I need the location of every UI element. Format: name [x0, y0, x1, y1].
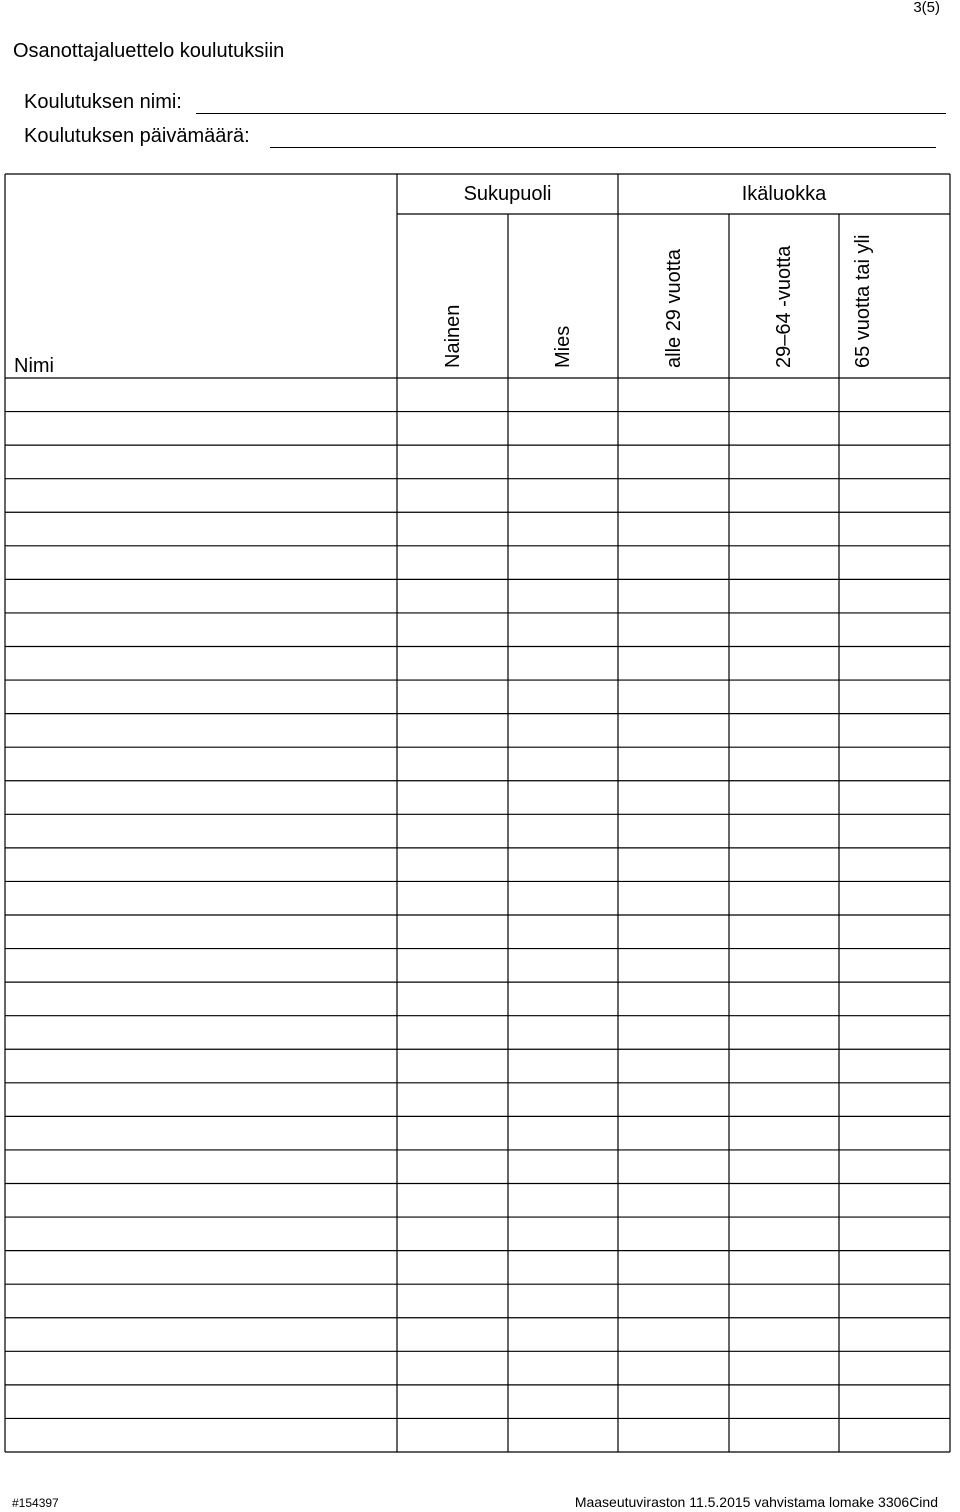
column-header-male: Mies	[552, 325, 574, 368]
column-header-name: Nimi	[14, 355, 54, 377]
column-header-female: Nainen	[442, 304, 464, 368]
training-name-label: Koulutuksen nimi:	[24, 91, 182, 113]
column-header-age-29-64: 29–64 -vuotta	[773, 245, 795, 368]
column-group-age: Ikäluokka	[741, 183, 827, 205]
column-header-age-under-29: alle 29 vuotta	[663, 249, 685, 368]
training-date-label: Koulutuksen päivämäärä:	[24, 125, 250, 147]
page-number: 3(5)	[913, 0, 940, 16]
document-id: #154397	[12, 1496, 59, 1510]
column-header-age-65-plus: 65 vuotta tai yli	[852, 234, 874, 368]
form-approval-note: Maaseutuviraston 11.5.2015 vahvistama lomake 3306Cind	[574, 1494, 938, 1510]
column-group-gender: Sukupuoli	[463, 183, 552, 205]
form-title: Osanottajaluettelo koulutuksiin	[13, 40, 285, 62]
